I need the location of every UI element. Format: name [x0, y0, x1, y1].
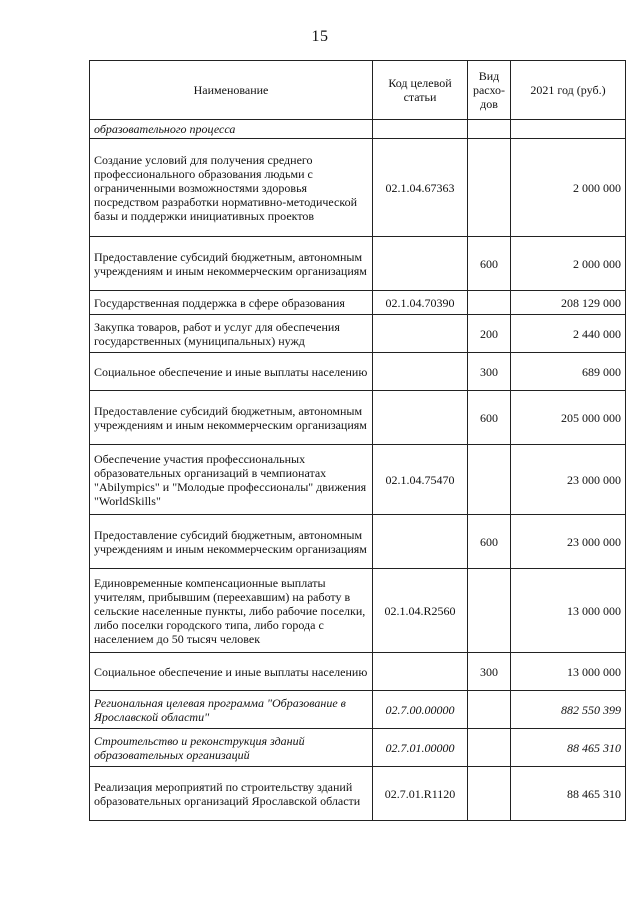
cell-name: Социальное обеспечение и иные выплаты населению	[90, 653, 373, 691]
table-row	[90, 653, 626, 691]
table-row	[90, 515, 626, 569]
cell-type: 200	[468, 315, 511, 353]
cell-type	[468, 120, 511, 139]
cell-type: 300	[468, 653, 511, 691]
cell-code	[373, 353, 468, 391]
cell-code: 02.7.01.00000	[373, 729, 468, 767]
cell-type	[468, 445, 511, 515]
table-row	[90, 767, 626, 821]
cell-sum: 2 440 000	[511, 315, 626, 353]
cell-sum: 88 465 310	[511, 767, 626, 821]
cell-code: 02.7.01.R1120	[373, 767, 468, 821]
cell-type: 600	[468, 237, 511, 291]
cell-name: Единовременные компенсационные выплаты учителям, прибывшим (переехавшим) на работу в сельские населенные пункты, либо рабочие поселки, либо поселки городского типа, либо города с населением до 50 тысяч человек	[90, 569, 373, 653]
page-number: 15	[311, 28, 329, 45]
header-code: Код целевой статьи	[373, 61, 468, 120]
cell-type: 600	[468, 391, 511, 445]
cell-code: 02.1.04.70390	[373, 291, 468, 315]
table-row	[90, 237, 626, 291]
cell-name: Социальное обеспечение и иные выплаты населению	[90, 353, 373, 391]
cell-sum: 23 000 000	[511, 515, 626, 569]
cell-code	[373, 120, 468, 139]
header-sum: 2021 год (руб.)	[511, 61, 626, 120]
table-body	[90, 120, 626, 821]
cell-code	[373, 237, 468, 291]
table-header-row	[90, 61, 626, 120]
table-row	[90, 353, 626, 391]
cell-sum: 689 000	[511, 353, 626, 391]
budget-table	[89, 60, 626, 821]
cell-name: Региональная целевая программа "Образование в Ярославской области"	[90, 691, 373, 729]
table-row	[90, 445, 626, 515]
table-row	[90, 691, 626, 729]
table-row	[90, 569, 626, 653]
cell-type: 600	[468, 515, 511, 569]
cell-code	[373, 391, 468, 445]
cell-sum: 205 000 000	[511, 391, 626, 445]
header-type: Вид расхо-дов	[468, 61, 511, 120]
cell-sum: 13 000 000	[511, 653, 626, 691]
cell-name: Реализация мероприятий по строительству зданий образовательных организаций Ярославской области	[90, 767, 373, 821]
cell-type: 300	[468, 353, 511, 391]
cell-code: 02.7.00.00000	[373, 691, 468, 729]
table-row	[90, 729, 626, 767]
cell-sum: 208 129 000	[511, 291, 626, 315]
table-row	[90, 139, 626, 237]
cell-name: образовательного процесса	[90, 120, 373, 139]
table-row	[90, 120, 626, 139]
cell-sum: 88 465 310	[511, 729, 626, 767]
cell-name: Обеспечение участия профессиональных образовательных организаций в чемпионатах "Abilympics" и "Молодые профессионалы" движения "WorldSkills"	[90, 445, 373, 515]
cell-sum: 882 550 399	[511, 691, 626, 729]
cell-type	[468, 729, 511, 767]
cell-code: 02.1.04.67363	[373, 139, 468, 237]
cell-type	[468, 569, 511, 653]
table-row	[90, 291, 626, 315]
cell-type	[468, 291, 511, 315]
cell-sum: 2 000 000	[511, 237, 626, 291]
cell-sum: 13 000 000	[511, 569, 626, 653]
cell-sum	[511, 120, 626, 139]
cell-sum: 2 000 000	[511, 139, 626, 237]
cell-name: Предоставление субсидий бюджетным, автономным учреждениям и иным некоммерческим организациям	[90, 391, 373, 445]
cell-type	[468, 767, 511, 821]
cell-name: Создание условий для получения среднего профессионального образования людьми с ограниченными возможностями здоровья посредством разработки нормативно-методической базы и поддержки инициативных проектов	[90, 139, 373, 237]
cell-code: 02.1.04.R2560	[373, 569, 468, 653]
table-row	[90, 391, 626, 445]
cell-type	[468, 139, 511, 237]
cell-code: 02.1.04.75470	[373, 445, 468, 515]
cell-name: Закупка товаров, работ и услуг для обеспечения государственных (муниципальных) нужд	[90, 315, 373, 353]
cell-name: Предоставление субсидий бюджетным, автономным учреждениям и иным некоммерческим организациям	[90, 237, 373, 291]
cell-name: Государственная поддержка в сфере образования	[90, 291, 373, 315]
table-row	[90, 315, 626, 353]
cell-code	[373, 653, 468, 691]
cell-type	[468, 691, 511, 729]
cell-code	[373, 515, 468, 569]
cell-sum: 23 000 000	[511, 445, 626, 515]
cell-name: Строительство и реконструкция зданий образовательных организаций	[90, 729, 373, 767]
cell-name: Предоставление субсидий бюджетным, автономным учреждениям и иным некоммерческим организациям	[90, 515, 373, 569]
cell-code	[373, 315, 468, 353]
header-name: Наименование	[90, 61, 373, 120]
